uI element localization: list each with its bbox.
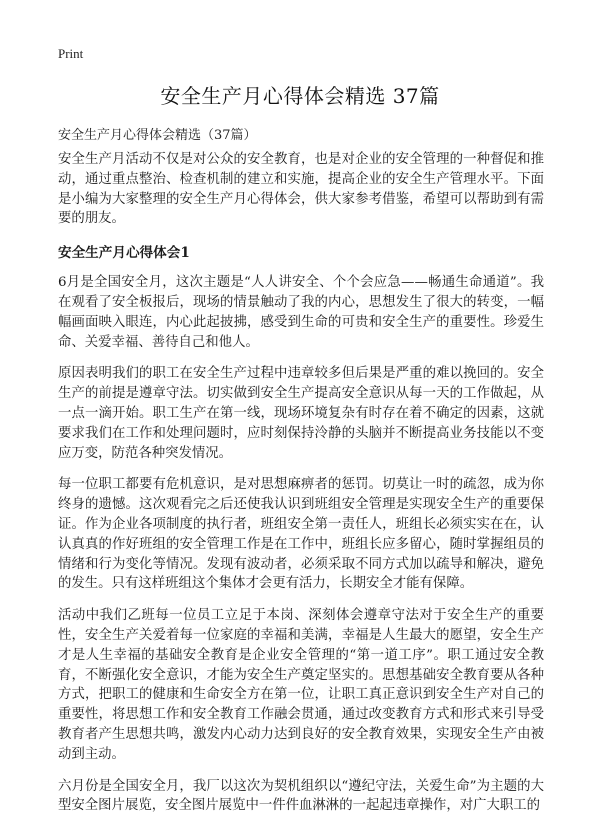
body-paragraph: 6月是全国安全月，这次主题是“人人讲安全、个个会应急——畅通生命通道”。我在观看了安全板报后，现场的情景触动了我的内心，思想发生了很大的转变，一幅幅画面映入眼连，内心此起披拂，感受到生命的可贵和安全生产的重要性。珍爱生命、关爱幸福、善待自己和他人。 xyxy=(58,275,544,350)
section-heading: 安全生产月心得体会1 xyxy=(58,245,190,262)
intro-paragraph: 安全生产月活动不仅是对公众的安全教育，也是对企业的安全管理的一种督促和推动，通过重点整治、检查机制的建立和实施，提高企业的安全生产管理水平。下面是小编为大家整理的安全生产月心得体会，供大家参考借鉴，希望可以帮助到有需要的朋友。 xyxy=(58,152,544,227)
body-paragraph: 六月份是全国安全月，我厂以这次为契机组织以“遵纪守法，关爱生命”为主题的大型安全图片展览，安全图片展览中一件件血淋淋的一起起违章操作，对广大职工的 xyxy=(58,778,544,814)
document-title: 安全生产月心得体会精选 37篇 xyxy=(160,84,440,108)
document-subtitle: 安全生产月心得体会精选（37篇） xyxy=(58,128,257,143)
document-body xyxy=(58,150,544,828)
body-paragraph: 活动中我们乙班每一位员工立足于本岗、深刻体会遵章守法对于安全生产的重要性，安全生产关爱着每一位家庭的幸福和美满，幸福是人生最大的愿望，安全生产才是人生幸福的基础安全教育是企业安全管理的“第一道工序”。职工通过安全教育，不断强化安全意识，才能为安全生产奠定坚实的。思想基础安全教育要从各种方式，把职工的健康和生命安全方在第一位，让职工真正意识到安全生产对自己的重要性，将思想工作和安全教育工作融会贯通，通过改变教育方式和形式来引导受教育者产生思想共鸣，激发内心动力达到良好的安全教育效果，实现安全生产由被动到主动。 xyxy=(58,608,544,762)
print-link[interactable]: Print xyxy=(58,46,84,61)
body-paragraph: 原因表明我们的职工在安全生产过程中违章较多但后果是严重的难以挽回的。安全生产的前提是遵章守法。切实做到安全生产提高安全意识从每一天的工作做起，从一点一滴开始。职工生产在第一线，现场环境复杂有时存在着不确定的因素，这就要求我们在工作和处理问题时，应时刻保持泠静的头脑并不断提高业务技能以不变应万变，防范各种突发情况。 xyxy=(58,366,544,461)
body-paragraph: 每一位职工都要有危机意识，是对思想麻痹者的惩罚。切莫让一时的疏忽，成为你终身的遗憾。这次观看完之后还使我认识到班组安全管理是实现安全生产的重要保证。作为企业各项制度的执行者，班组安全第一责任人，班组长必须实实在在，认认真真的作好班组的安全管理工作是在工作中，班组长应多留心，随时掌握组员的情绪和行为变化等情况。发现有波动者，必须采取不同方式加以疏导和解决，避免的发生。只有这样班组这个集体才会更有活力，长期安全才能有保障。 xyxy=(58,477,544,592)
